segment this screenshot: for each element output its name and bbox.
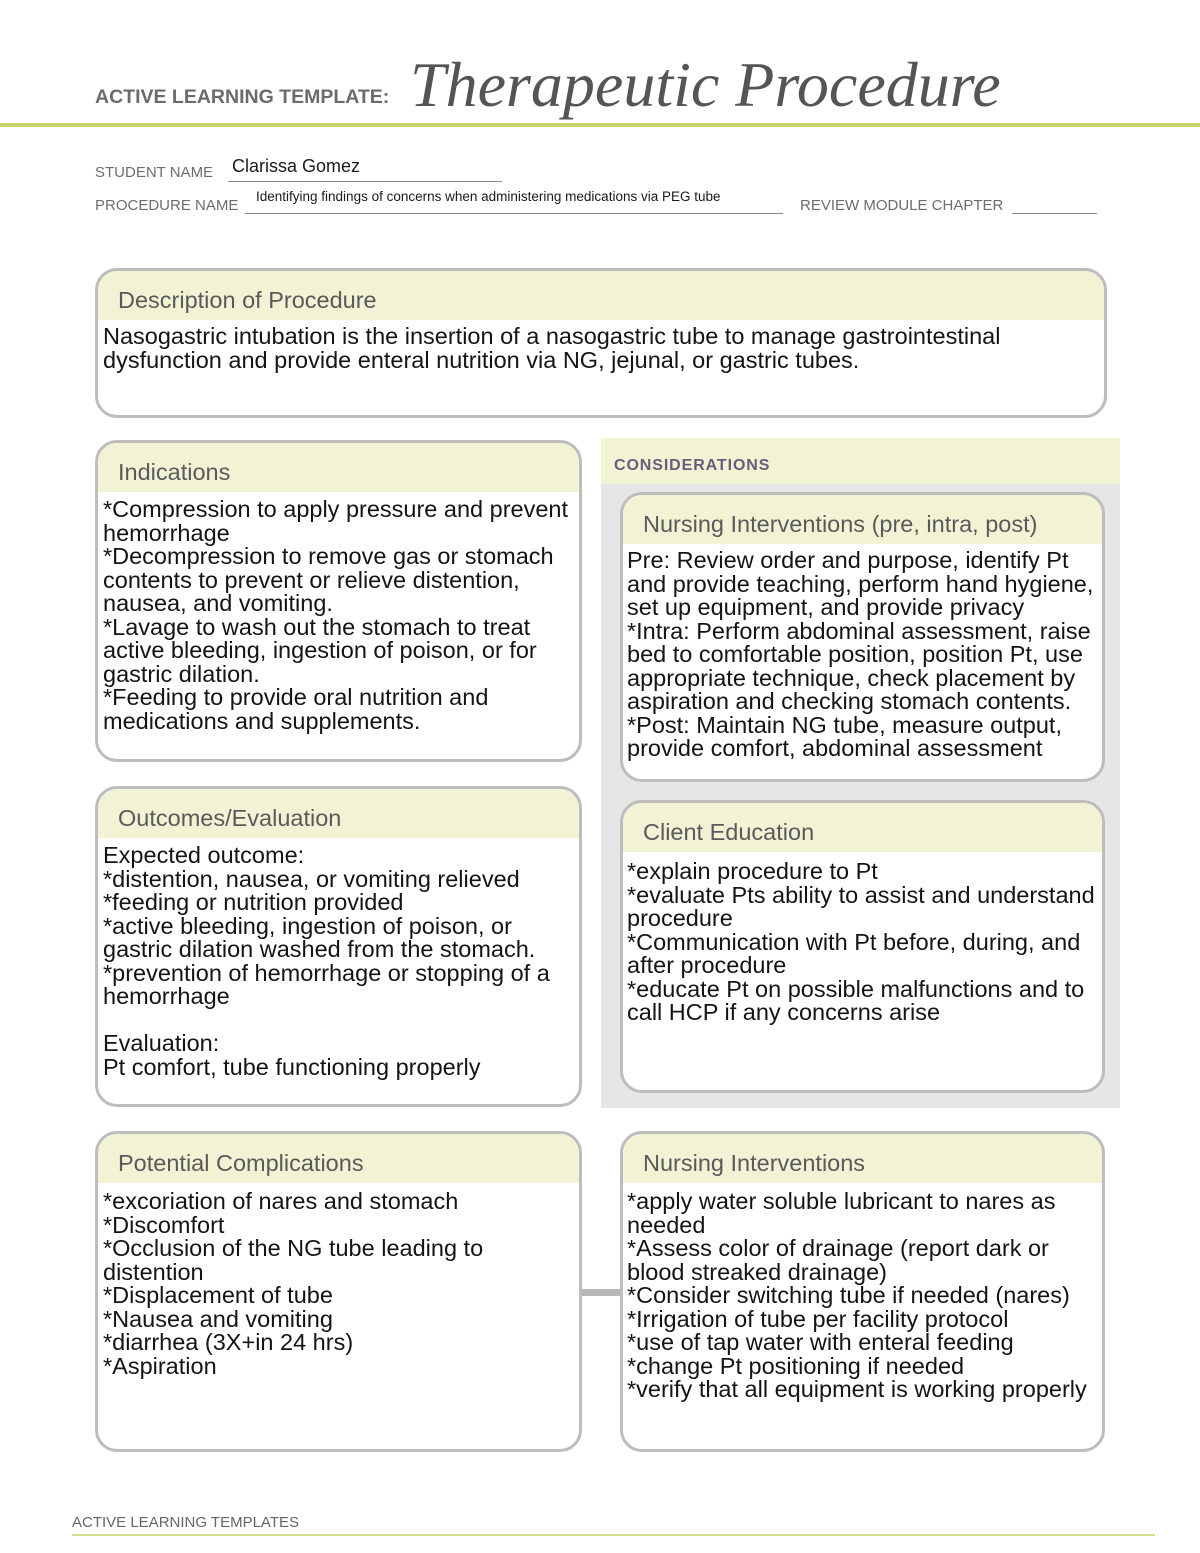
nursing-interventions-line: *apply water soluble lubricant to nares as [627,1188,1056,1214]
section-connector [582,1289,620,1296]
description-title: Description of Procedure [118,287,377,313]
nursing-interventions-pre-intra-post-line: appropriate technique, check placement by [627,664,1076,691]
nursing-interventions-text-field[interactable] [627,1190,1098,1445]
potential-complications-line: *excoriation of nares and stomach [103,1188,459,1214]
nursing-interventions-pre-intra-post-line: bed to comfortable position, position Pt, use [627,641,1083,667]
nursing-interventions-section [620,1131,1105,1452]
potential-complications-line: distention [103,1258,204,1285]
procedure-name-label: PROCEDURE NAME [95,197,239,215]
considerations-label: CONSIDERATIONS [614,457,771,475]
indications-text-field[interactable] [103,498,575,755]
potential-complications-text-field[interactable] [103,1190,575,1445]
indications-line: *Lavage to wash out the stomach to treat [103,613,531,640]
client-education-line: *Communication with Pt before, during, and [627,928,1081,955]
indications-line: *Decompression to remove gas or stomach [103,543,554,569]
indications-line: contents to prevent or relieve distention, [103,566,520,593]
nursing-interventions-pre-intra-post-line: provide comfort, abdominal assessment [627,735,1043,761]
indications-line: active bleeding, ingestion of poison, or for [103,637,537,663]
evaluation-line: Evaluation: [103,1030,220,1056]
indications-line: *Compression to apply pressure and prevent [103,496,569,522]
nursing-interventions-pre-intra-post-line: aspiration and checking stomach contents. [627,688,1072,714]
expected-outcome-line: Expected outcome: [103,842,305,868]
footer-rule [72,1534,1155,1536]
indications-line: *Feeding to provide oral nutrition and [103,684,489,710]
blank-line [103,1009,575,1033]
potential-complications-title: Potential Complications [118,1150,364,1176]
student-name-label: STUDENT NAME [95,164,214,182]
expected-outcome-line: *prevention of hemorrhage or stopping of a [103,959,550,986]
description-line: Nasogastric intubation is the insertion of a nasogastric tube to manage gastrointestinal [103,323,1001,349]
indications-line: medications and supplements. [103,707,421,734]
potential-complications-line: *Occlusion of the NG tube leading to [103,1235,484,1261]
nursing-interventions-pre-intra-post-section [620,492,1105,782]
nursing-interventions-title: Nursing Interventions [643,1150,866,1176]
nursing-interventions-line: needed [627,1211,706,1238]
procedure-name-value: Identifying findings of concerns when administering medications via PEG tube [256,189,721,205]
indications-line: gastric dilation. [103,660,260,687]
template-label: ACTIVE LEARNING TEMPLATE: [95,86,390,108]
nursing-interventions-line: *Irrigation of tube per facility protocol [627,1305,1009,1332]
potential-complications-line: *diarrhea (3X+in 24 hrs) [103,1329,354,1355]
outcomes-evaluation-title: Outcomes/Evaluation [118,805,342,831]
description-of-procedure-section [95,268,1107,418]
procedure-name-field[interactable] [245,186,783,214]
client-education-line: *educate Pt on possible malfunctions and to [627,975,1085,1002]
review-module-chapter-field[interactable] [1012,186,1097,214]
potential-complications-section [95,1131,582,1452]
nursing-interventions-pre-intra-post-line: *Intra: Perform abdominal assessment, raise [627,617,1091,644]
client-education-line: after procedure [627,952,787,978]
outcomes-evaluation-section [95,786,582,1107]
evaluation-line: Pt comfort, tube functioning properly [103,1053,481,1080]
client-education-line: *evaluate Pts ability to assist and understand [627,881,1095,908]
review-module-chapter-label: REVIEW MODULE CHAPTER [800,197,1004,215]
potential-complications-line: *Displacement of tube [103,1282,333,1308]
nursing-interventions-line: *use of tap water with enteral feeding [627,1329,1014,1355]
expected-outcome-line: *distention, nausea, or vomiting relieved [103,865,520,892]
client-education-line: *explain procedure to Pt [627,858,878,884]
nursing-interventions-pre-intra-post-line: set up equipment, and provide privacy [627,594,1025,620]
potential-complications-line: *Nausea and vomiting [103,1305,333,1332]
indications-section [95,440,582,762]
nursing-interventions-line: *Consider switching tube if needed (nares) [627,1282,1070,1308]
client-education-line: procedure [627,905,733,931]
indications-title: Indications [118,459,231,485]
nursing-interventions-pre-intra-post-text-field[interactable] [627,549,1098,775]
student-name-field[interactable] [228,150,502,182]
nursing-interventions-pre-intra-post-line: and provide teaching, perform hand hygiene, [627,570,1094,597]
client-education-text-field[interactable] [627,860,1098,1086]
expected-outcome-line: hemorrhage [103,983,230,1009]
nursing-interventions-line: blood streaked drainage) [627,1258,887,1285]
indications-line: hemorrhage [103,519,230,546]
expected-outcome-line: *active bleeding, ingestion of poison, or [103,912,512,939]
potential-complications-line: *Discomfort [103,1211,225,1238]
expected-outcome-line: *feeding or nutrition provided [103,889,404,915]
potential-complications-line: *Aspiration [103,1352,217,1379]
header-rule [0,123,1200,127]
footer-label: ACTIVE LEARNING TEMPLATES [72,1514,299,1531]
nursing-interventions-pre-intra-post-line: *Post: Maintain NG tube, measure output, [627,711,1062,738]
nursing-interventions-pre-intra-post-title: Nursing Interventions (pre, intra, post) [643,511,1038,537]
expected-outcome-line: gastric dilation washed from the stomach. [103,936,536,962]
student-name-value: Clarissa Gomez [232,155,361,176]
nursing-interventions-line: *Assess color of drainage (report dark or [627,1235,1049,1261]
client-education-section [620,800,1105,1093]
description-line: dysfunction and provide enteral nutrition via NG, jejunal, or gastric tubes. [103,346,860,373]
indications-line: nausea, and vomiting. [103,590,333,616]
client-education-line: call HCP if any concerns arise [627,999,941,1025]
nursing-interventions-line: *change Pt positioning if needed [627,1352,965,1379]
nursing-interventions-line: *verify that all equipment is working properly [627,1376,1087,1402]
template-title: Therapeutic Procedure [410,49,1001,120]
nursing-interventions-pre-intra-post-line: Pre: Review order and purpose, identify Pt [627,547,1069,573]
description-text-field[interactable] [103,325,1100,411]
outcomes-evaluation-text-field[interactable] [103,844,575,1100]
client-education-title: Client Education [643,819,815,845]
